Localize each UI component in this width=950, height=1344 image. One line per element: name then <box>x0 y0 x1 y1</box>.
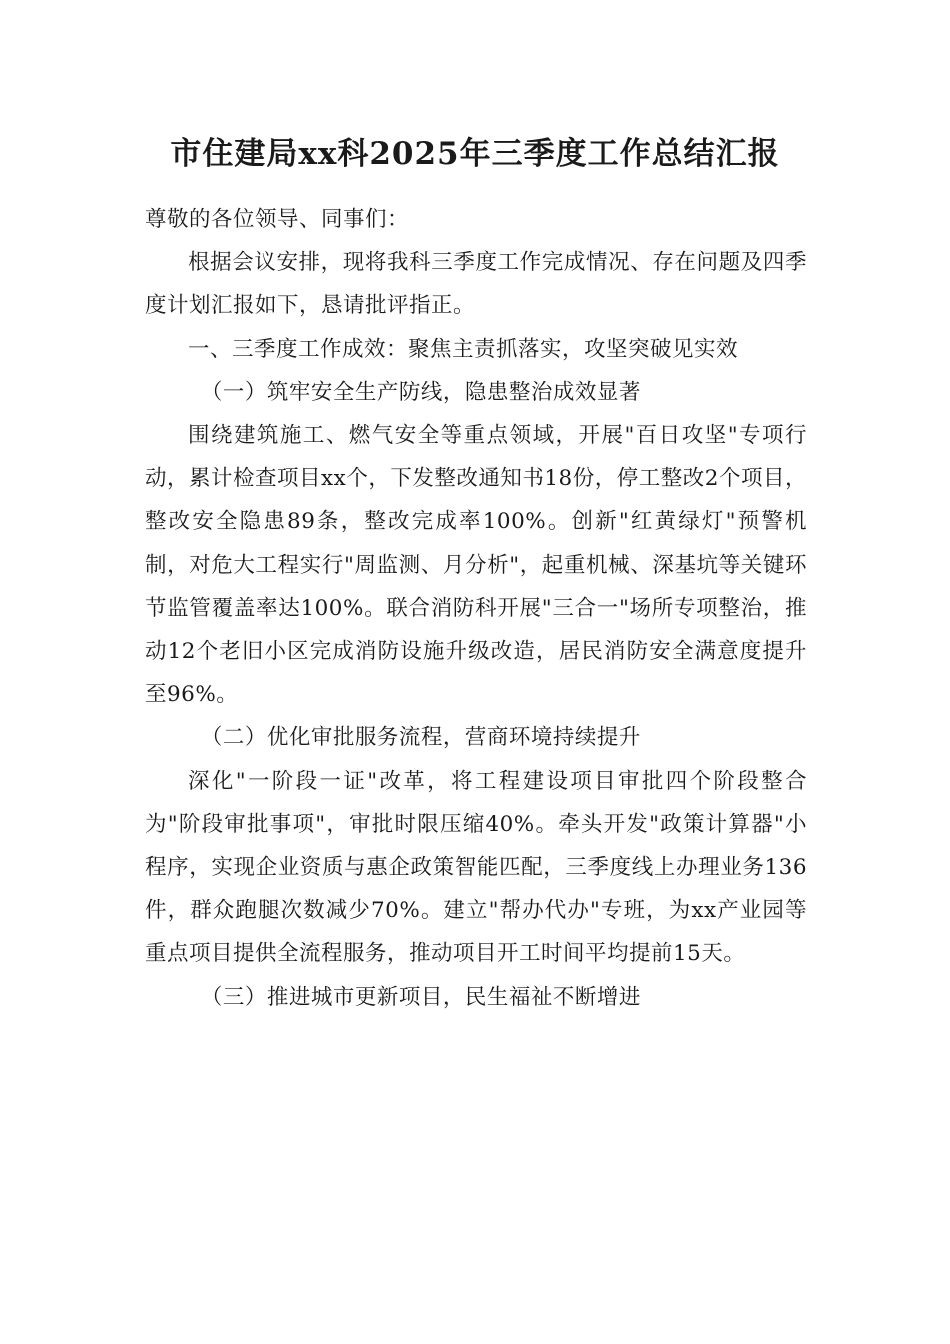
subsection2-paragraph: 深化"一阶段一证"改革，将工程建设项目审批四个阶段整合为"阶段审批事项"，审批时限压缩40%。牵头开发"政策计算器"小程序，实现企业资质与惠企政策智能匹配，三季度线上办理业务136件，群众跑腿次数减少70%。建立"帮办代办"专班，为xx产业园等重点项目提供全流程服务，推动项目开工时间平均提前15天。 <box>145 768 807 967</box>
subsection1-heading: （一）筑牢安全生产防线，隐患整治成效显著 <box>200 379 641 405</box>
subsection3-heading: （三）推进城市更新项目，民生福祉不断增进 <box>200 984 641 1010</box>
document-body <box>145 198 807 1019</box>
intro-paragraph: 根据会议安排，现将我科三季度工作完成情况、存在问题及四季度计划汇报如下，恳请批评指正。 <box>145 250 807 319</box>
subsection2-heading: （二）优化审批服务流程，营商环境持续提升 <box>200 725 641 751</box>
salutation: 尊敬的各位领导、同事们： <box>145 207 410 232</box>
document-title: 市住建局xx科2025年三季度工作总结汇报 <box>170 136 780 172</box>
subsection1-paragraph: 围绕建筑施工、燃气安全等重点领域，开展"百日攻坚"专项行动，累计检查项目xx个，下发整改通知书18份，停工整改2个项目，整改安全隐患89条，整改完成率100%。创新"红黄绿灯"预警机制，对危大工程实行"周监测、月分析"，起重机械、深基坑等关键环节监管覆盖率达100%。联合消防科开展"三合一"场所专项整治，推动12个老旧小区完成消防设施升级改造，居民消防安全满意度提升至96%。 <box>145 423 807 708</box>
section1-heading: 一、三季度工作成效：聚焦主责抓落实，攻坚突破见实效 <box>188 336 739 362</box>
